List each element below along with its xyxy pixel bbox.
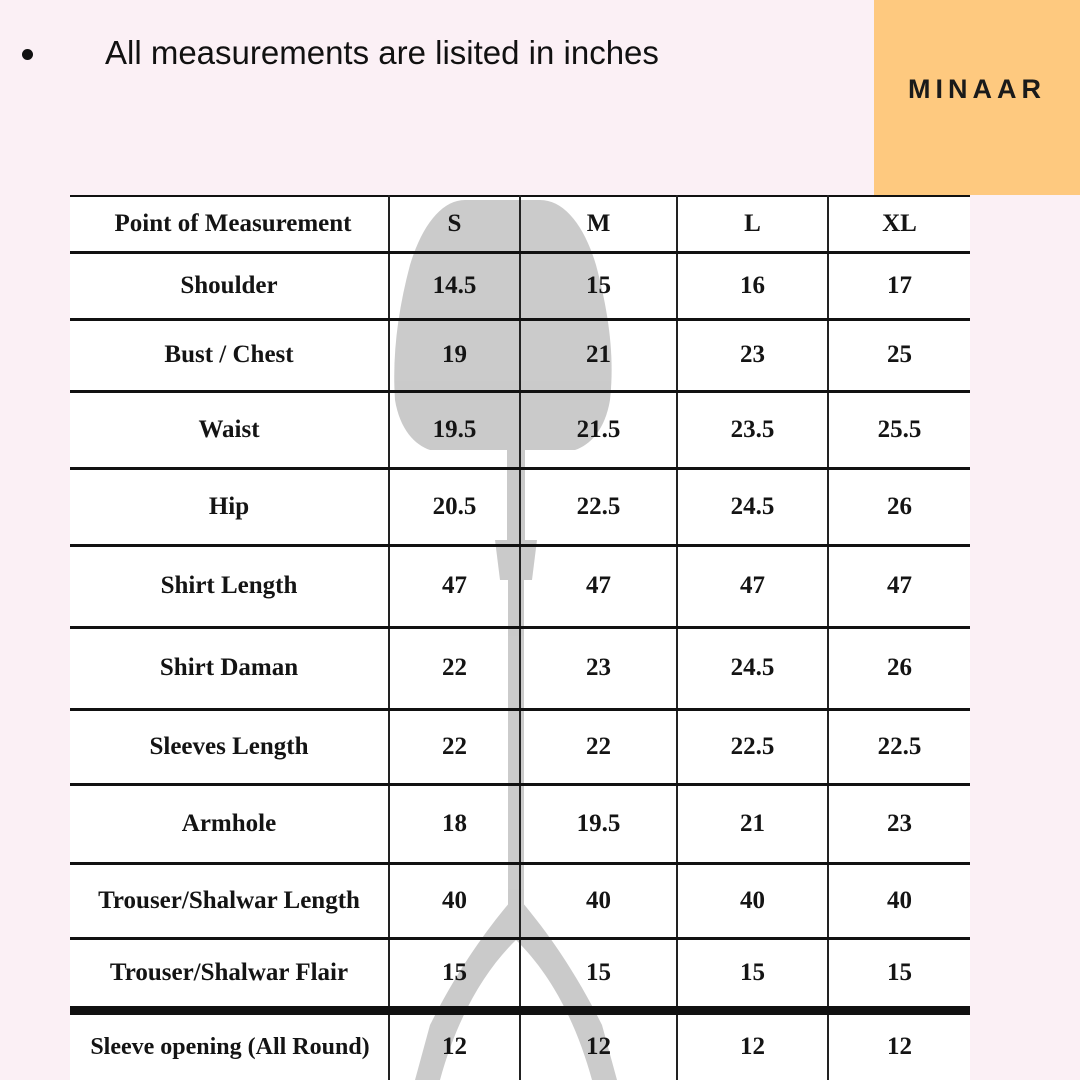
cell-s: 14.5 (389, 252, 520, 319)
cell-m: 12 (520, 1010, 677, 1080)
header-size-xl: XL (828, 196, 970, 252)
cell-m: 47 (520, 545, 677, 627)
table-row (70, 391, 970, 468)
cell-l: 22.5 (677, 709, 828, 784)
cell-xl: 25.5 (828, 391, 970, 468)
cell-m: 23 (520, 627, 677, 709)
cell-m: 15 (520, 938, 677, 1010)
cell-s: 20.5 (389, 468, 520, 545)
table-row (70, 784, 970, 863)
cell-l: 24.5 (677, 468, 828, 545)
cell-xl: 12 (828, 1010, 970, 1080)
table-header-row (70, 196, 970, 252)
cell-s: 19 (389, 319, 520, 391)
table-row (70, 319, 970, 391)
row-label: Hip (70, 468, 389, 545)
row-label: Armhole (70, 784, 389, 863)
cell-xl: 22.5 (828, 709, 970, 784)
cell-l: 12 (677, 1010, 828, 1080)
cell-m: 19.5 (520, 784, 677, 863)
cell-xl: 15 (828, 938, 970, 1010)
measurement-note-text: All measurements are lisited in inches (105, 34, 659, 71)
size-chart (70, 195, 970, 1080)
table-row (70, 709, 970, 784)
cell-m: 21.5 (520, 391, 677, 468)
cell-l: 47 (677, 545, 828, 627)
size-table (70, 195, 970, 1080)
cell-xl: 17 (828, 252, 970, 319)
cell-l: 21 (677, 784, 828, 863)
cell-xl: 47 (828, 545, 970, 627)
cell-s: 18 (389, 784, 520, 863)
row-label: Waist (70, 391, 389, 468)
row-label: Shirt Length (70, 545, 389, 627)
cell-l: 40 (677, 863, 828, 938)
cell-xl: 26 (828, 468, 970, 545)
cell-s: 12 (389, 1010, 520, 1080)
table-row (70, 252, 970, 319)
table-row (70, 627, 970, 709)
brand-box (874, 0, 1080, 195)
table-row (70, 863, 970, 938)
cell-s: 47 (389, 545, 520, 627)
cell-s: 22 (389, 627, 520, 709)
bullet-icon (22, 49, 33, 60)
row-label: Shirt Daman (70, 627, 389, 709)
cell-l: 24.5 (677, 627, 828, 709)
row-label: Shoulder (70, 252, 389, 319)
table-row (70, 545, 970, 627)
table-row (70, 938, 970, 1010)
header-point-of-measurement: Point of Measurement (70, 196, 389, 252)
row-label: Sleeves Length (70, 709, 389, 784)
cell-s: 22 (389, 709, 520, 784)
measurement-note (22, 34, 659, 72)
table-row (70, 1010, 970, 1080)
cell-xl: 23 (828, 784, 970, 863)
row-label: Bust / Chest (70, 319, 389, 391)
cell-l: 23.5 (677, 391, 828, 468)
cell-xl: 40 (828, 863, 970, 938)
header-size-l: L (677, 196, 828, 252)
cell-s: 40 (389, 863, 520, 938)
cell-s: 15 (389, 938, 520, 1010)
row-label: Trouser/Shalwar Length (70, 863, 389, 938)
cell-m: 15 (520, 252, 677, 319)
brand-name: MINAAR (908, 74, 1046, 104)
cell-xl: 25 (828, 319, 970, 391)
cell-m: 22.5 (520, 468, 677, 545)
cell-m: 21 (520, 319, 677, 391)
cell-m: 40 (520, 863, 677, 938)
row-label: Sleeve opening (All Round) (70, 1010, 389, 1080)
cell-l: 16 (677, 252, 828, 319)
cell-l: 15 (677, 938, 828, 1010)
cell-s: 19.5 (389, 391, 520, 468)
header-size-m: M (520, 196, 677, 252)
header-size-s: S (389, 196, 520, 252)
cell-l: 23 (677, 319, 828, 391)
row-label: Trouser/Shalwar Flair (70, 938, 389, 1010)
cell-xl: 26 (828, 627, 970, 709)
table-row (70, 468, 970, 545)
cell-m: 22 (520, 709, 677, 784)
